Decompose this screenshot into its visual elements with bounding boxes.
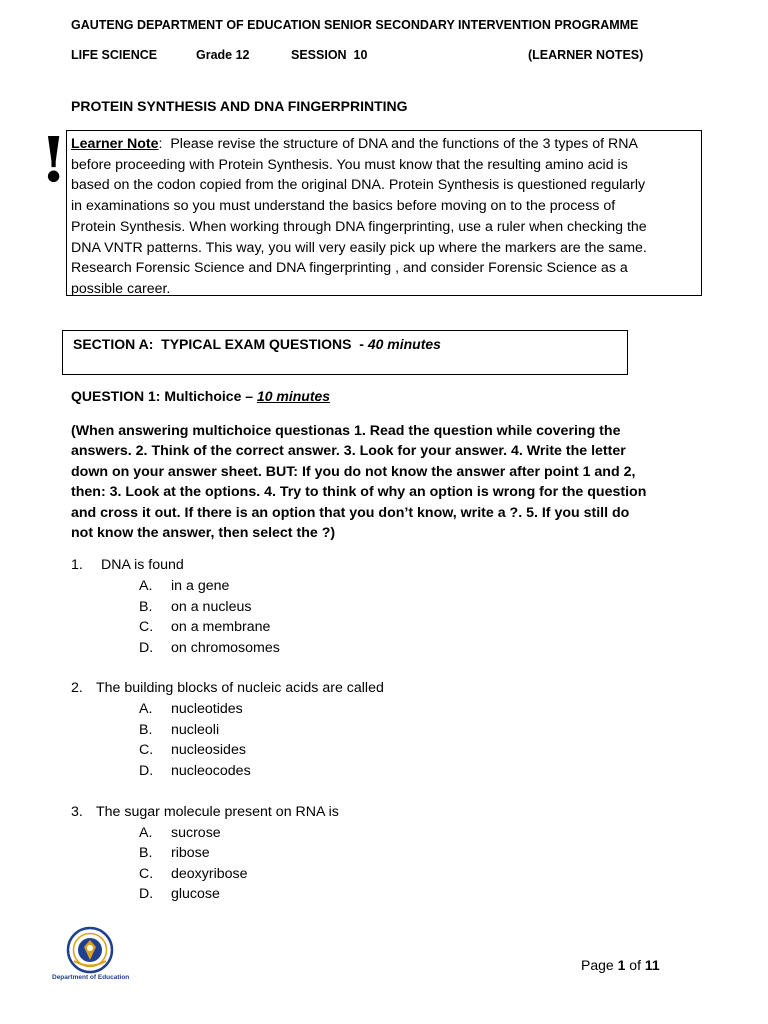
instruction-line: (When answering multichoice questionas 1. Read the question while covering the [71, 423, 621, 439]
learner-note-line: Protein Synthesis. When working through DNA fingerprinting, use a ruler when checking the [71, 218, 647, 235]
option-text: in a gene [171, 578, 230, 594]
option-text: deoxyribose [171, 866, 248, 882]
page-of: of [629, 957, 641, 973]
instruction-line: down on your answer sheet. BUT: If you do not know the answer after point 1 and 2, [71, 463, 636, 480]
option-text: sucrose [171, 825, 221, 841]
programme-header: GAUTENG DEPARTMENT OF EDUCATION SENIOR SECONDARY INTERVENTION PROGRAMME [71, 18, 639, 32]
page-current: 1 [617, 957, 626, 973]
learner-note-line: in examinations so you must understand the basics before moving on to the process of [71, 198, 616, 215]
question-1-time: 10 minutes [256, 388, 331, 404]
answer-option [139, 701, 243, 717]
option-letter: A. [139, 701, 153, 717]
page-prefix: Page [581, 957, 614, 973]
learner-note-line: based on the codon copied from the original DNA. Protein Synthesis is questioned regularly [71, 177, 646, 194]
learner-note-label: Learner Note [71, 136, 159, 152]
option-text: nucleotides [171, 701, 243, 717]
answer-option [139, 722, 219, 738]
option-text: on a nucleus [171, 599, 252, 615]
page-total: 11 [644, 957, 660, 973]
answer-option [139, 825, 221, 841]
answer-option [139, 763, 251, 779]
gauteng-logo [52, 926, 128, 984]
instruction-line: answers. 2. Think of the correct answer. 3. Look for your answer. 4. Write the letter [71, 443, 626, 460]
grade-label: Grade 12 [196, 48, 250, 62]
option-letter: A. [139, 578, 153, 594]
page-title: PROTEIN SYNTHESIS AND DNA FINGERPRINTING [71, 98, 408, 114]
question-stem: DNA is found [101, 557, 184, 573]
instruction-line: then: 3. Look at the options. 4. Try to think of why an option is wrong for the question [71, 484, 647, 501]
option-text: glucose [171, 886, 220, 902]
answer-option [139, 845, 210, 861]
logo-caption: Department of Education [52, 974, 130, 981]
answer-option [139, 578, 229, 594]
page-number [581, 957, 660, 973]
option-letter: C. [139, 619, 154, 635]
learner-note-text: : Please revise the structure of DNA and the functions of the 3 types of RNA [158, 136, 638, 152]
question-stem: The sugar molecule present on RNA is [96, 804, 339, 820]
option-letter: D. [139, 640, 154, 656]
question-number: 2. [71, 680, 83, 696]
answer-option [139, 866, 248, 882]
option-text: on chromosomes [171, 640, 280, 656]
answer-option [139, 886, 220, 902]
answer-option [139, 619, 270, 635]
option-text: on a membrane [171, 619, 271, 635]
learner-note-line: Research Forensic Science and DNA fingerprinting , and consider Forensic Science as a [71, 260, 628, 277]
question-stem: The building blocks of nucleic acids are called [96, 680, 384, 696]
option-letter: D. [139, 763, 154, 779]
learner-note-line: DNA VNTR patterns. This way, you will very easily pick up where the markers are the same. [71, 239, 647, 256]
option-letter: B. [139, 722, 153, 738]
exclamation-icon: ! [40, 123, 68, 196]
section-a-box [62, 330, 628, 375]
answer-option [139, 742, 246, 758]
question-item [71, 557, 671, 657]
question-number: 1. [71, 557, 83, 573]
option-letter: C. [139, 742, 154, 758]
option-letter: B. [139, 599, 153, 615]
learner-note-line: before proceeding with Protein Synthesis. You must know that the resulting amino acid is [71, 156, 628, 173]
session-label: SESSION 10 [291, 48, 368, 62]
answer-option [139, 599, 251, 615]
instruction-line: not know the answer, then select the ?) [71, 525, 336, 542]
multichoice-instructions [71, 421, 711, 543]
question-1-label: QUESTION 1: Multichoice – [71, 388, 254, 404]
option-text: ribose [171, 845, 210, 861]
gauteng-crest-icon [52, 926, 128, 974]
answer-option [139, 640, 280, 656]
option-text: nucleocodes [171, 763, 251, 779]
option-letter: A. [139, 825, 153, 841]
question-1-heading [71, 388, 330, 404]
option-letter: D. [139, 886, 154, 902]
option-letter: C. [139, 866, 154, 882]
question-item [71, 804, 671, 904]
question-item [71, 680, 671, 780]
instruction-line: and cross it out. If there is an option that you don’t know, write a ?. 5. If you still do [71, 504, 630, 521]
subject-label: LIFE SCIENCE [71, 48, 158, 62]
notes-type-label: (LEARNER NOTES) [528, 48, 644, 62]
option-text: nucleosides [171, 742, 246, 758]
section-a-label: SECTION A: TYPICAL EXAM QUESTIONS - [73, 336, 364, 352]
option-text: nucleoli [171, 722, 220, 738]
section-a-time: 40 minutes [367, 336, 441, 352]
learner-note-line: possible career. [71, 280, 171, 297]
option-letter: B. [139, 845, 153, 861]
learner-note-line [71, 134, 695, 155]
question-number: 3. [71, 804, 83, 820]
learner-note-box [66, 130, 702, 296]
